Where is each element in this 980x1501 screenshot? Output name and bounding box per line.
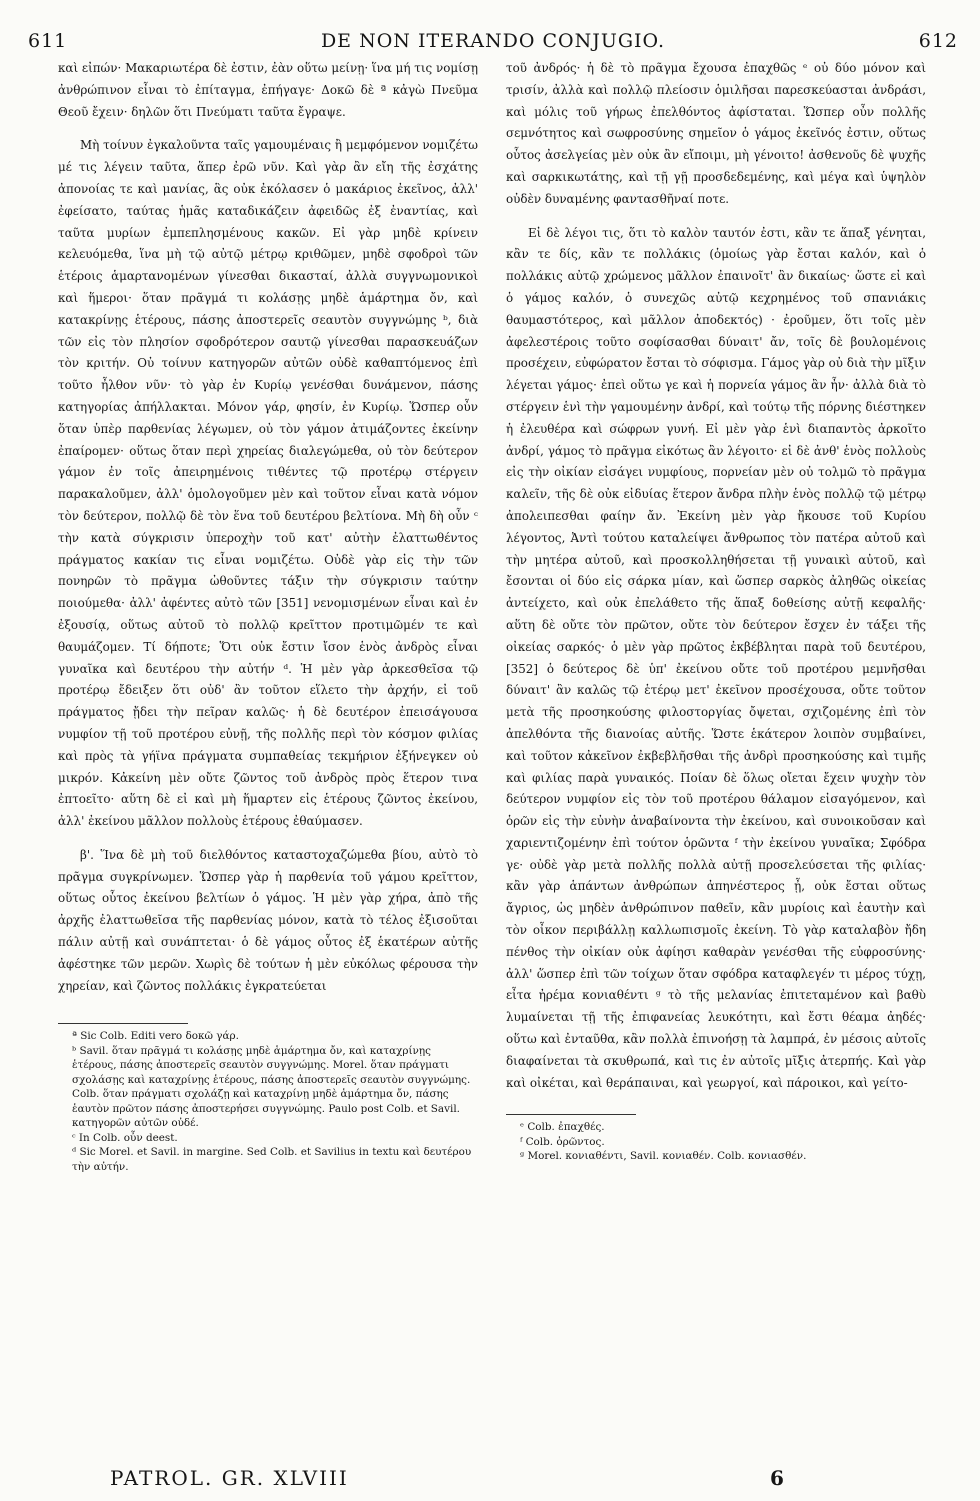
page-number-left: 611: [28, 30, 68, 52]
paragraph: Μὴ τοίνυν ἐγκαλοῦντα ταῖς γαμουμέναις ἢ μεμφόμενον νομιζέτω μέ τις λέγειν ταῦτα, ἅπερ ἐρῶ νῦν. Καὶ γὰρ ἂν εἴη τῆς ἐσχάτης ἀπονοίας τε καὶ μανίας, ἃς οὐκ ἐκόλασεν ὁ μακάριος ἐκεῖνος, ἀλλ' ἐφείσατο, ταύτας ἡμᾶς καταδικάζειν ἀφειδῶς ἐξ ἐναντίας, καὶ ταῦτα μυρίων ἐμπεπλησμένους κακῶν. Εἰ γὰρ μηδὲ κρίνειν κελευόμεθα, ἵνα μὴ τῷ αὐτῷ μέτρῳ κριθῶμεν, μηδὲ σφοδροὶ τῶν ἑτέροις ἁμαρτανομένων γίνεσθαι δικασταί, ἀλλὰ συγγνωμονικοὶ καὶ ἥμεροι· ὅταν πρᾶγμά τι κολάσῃς μηδὲ ἁμάρτημα ὄν, καὶ κατακρίνῃς ἑτέρους, πάσης ἀποστερεῖς σεαυτὸν συγγνώμης ᵇ, διὰ τῶν εἰς τὸν πλησίον σφοδρότερον σαυτῷ γίνεσθαι παρασκευάζων τὸν κριτήν. Οὐ τοίνυν κατηγορῶν αὐτῶν οὐδὲ καθαπτόμενος ἐπὶ τοῦτο ἦλθον νῦν· τὸ γὰρ ἐν Κυρίῳ γενέσθαι δυνάμενον, πάσης κατηγορίας ἀπήλλακται. Μόνον γάρ, φησίν, ἐν Κυρίῳ. Ὥσπερ οὖν ὅταν ὑπὲρ παρθενίας λέγωμεν, οὐ τὸν γάμον ἀτιμάζοντες ἐκείνην ἐπαίρομεν· οὕτως ὅταν περὶ χηρείας διαλεγώμεθα, οὐ τὸν δεύτερον γάμον ἐν τοῖς ἀπειρημένοις τιθέντες τῷ προτέρῳ στέργειν παρακαλοῦμεν, ἀλλ' ὁμολογοῦμεν μὲν καὶ τοῦτον εἶναι κατὰ νόμον τὸν δεύτερον, πολλῷ δὲ τὸν ἕνα τοῦ δευτέρου βελτίονα. Μὴ δὴ οὖν ᶜ τὴν κατὰ σύγκρισιν ὑπεροχὴν τοῦ κατ' αὐτὴν ἐλαττωθέντος πράγματος κακίαν τις εἶναι νομιζέτω. Οὐδὲ γὰρ εἰς τὴν τῶν πονηρῶν τὸ πρᾶγμα ὠθοῦντες τάξιν τὴν σύγκρισιν ταύτην ποιούμεθα· ἀλλ' ἀφέντες αὐτὸ τῶν [351] νενομισμένων εἶναι καὶ ἐν ἐξουσίᾳ, οὕτως αὐτοῦ τὸ πολλῷ κρεῖττον προτιμῶμέν τε καὶ θαυμάζομεν. Τί δήποτε; Ὅτι οὐκ ἔστιν ἴσον ἑνὸς ἀνδρὸς εἶναι γυναῖκα καὶ δευτέρου τὴν αὐτήν ᵈ. Ἡ μὲν γὰρ ἀρκεσθεῖσα τῷ προτέρῳ ἔδειξεν ὅτι οὐδ' ἂν τοῦτον εἵλετο τὴν ἀρχήν, εἰ τοῦ πράγματος ᾔδει τὴν πεῖραν καλῶς· ἡ δὲ δευτέρον ἐπεισάγουσα νυμφίον τῇ τοῦ προτέρου εὐνῇ, τῆς πολλῆς περὶ τὸν κόσμον φιλίας καὶ πρὸς τὰ γήϊνα πράγματα συμπαθείας τεκμήριον ἐξήνεγκεν οὐ μικρόν. Κἀκείνη μὲν οὔτε ζῶντος τοῦ ἀνδρὸς πρὸς ἕτερον τινα ἐπτοεῖτο· αὕτη δὲ εἰ καὶ μὴ ἥμαρτεν εἰς ἑτέρους ζῶντος ἐκείνου, ἀλλ' ἐκείνου μᾶλλον πολλοὺς ἑτέρους ἐθαύμασεν.: [58, 138, 478, 829]
paragraph: τοῦ ἀνδρός· ἡ δὲ τὸ πρᾶγμα ἔχουσα ἐπαχθῶς ᵉ οὐ δύο μόνον καὶ τρισίν, ἀλλὰ καὶ πολλῷ πλείοσιν ὁμιλῆσαι παρεσκεύασται ἀνδράσι, καὶ μόλις τοῦ γήρως ἐπελθόντος ἀφίσταται. Ὥσπερ οὖν πολλῆς σεμνότητος καὶ σωφροσύνης σημεῖον ὁ γάμος ἐκεῖνός ἐστιν, οὕτως οὗτος ἀσελγείας μὲν οὐκ ἂν εἴποιμι, μὴ γένοιτο! ἀσθενοῦς δὲ ψυχῆς καὶ σαρκικωτάτης, καὶ τῇ γῇ προσδεδεμένης, καὶ μέγα καὶ ὑψηλὸν οὐδὲν δυναμένης φαντασθῆναί ποτε.: [506, 61, 926, 206]
running-head: [28, 30, 958, 54]
footnote: ᵈ Sic Morel. et Savil. in margine. Sed Colb. et Savilius in textu καὶ δευτέρου τὴν αὐτήν.: [72, 1146, 472, 1173]
page-number-right: 612: [918, 30, 958, 52]
footnote-rule: [58, 1023, 188, 1024]
paragraph: Εἰ δὲ λέγοι τις, ὅτι τὸ καλὸν ταυτόν ἐστι, κἂν τε ἅπαξ γένηται, κἂν τε δίς, κἂν τε πολλάκις (ὁμοίως γὰρ ἔσται καλόν, καὶ ὁ πολλάκις αὐτῷ χρώμενος μᾶλλον ἐπαινοῖτ' ἂν δικαίως· ὥστε εἰ καὶ ὁ γάμος καλόν, ὁ συνεχῶς αὐτῷ κεχρημένος τοῦ σπανιάκις θαυμαστότερος, καὶ μᾶλλον ἀποδεκτός) · ἐροῦμεν, ὅτι τοῖς μὲν ἀφελεστέροις τοῦτο σοφίσασθαι δύναιτ' ἄν, τοῖς δὲ βουλομένοις προσέχειν, εὐφώρατον ἔσται τὸ σόφισμα. Γάμος γὰρ οὐ διὰ τὴν μῖξιν λέγεται γάμος· ἐπεὶ οὕτω γε καὶ ἡ πορνεία γάμος ἂν ἦν· ἀλλὰ διὰ τὸ στέργειν ἑνὶ τὴν γαμουμένην ἀνδρί, καὶ τούτῳ τῆς πόρνης διέστηκεν ἡ ἐλευθέρα καὶ σώφρων γυνή. Εἰ μὲν γὰρ ἑνὶ διαπαντὸς ἀρκοῖτο ἀνδρί, γάμος τὸ πρᾶγμα εἰκότως ἂν λέγοιτο· εἰ δὲ ἀνθ' ἑνὸς πολλοὺς εἰς τὴν οἰκίαν εἰσάγει νυμφίους, πορνείαν μὲν οὐ τολμῶ τὸ πρᾶγμα καλεῖν, τῆς δὲ οὐκ εἰδυίας ἕτερον ἄνδρα πλὴν ἑνὸς πολλῷ τῷ μέτρῳ ἀπολειπεσθαι φαίην ἄν. Ἐκείνη μὲν γὰρ ἤκουσε τοῦ Κυρίου λέγοντος, Ἀντὶ τούτου καταλείψει ἄνθρωπος τὸν πατέρα αὐτοῦ καὶ τὴν μητέρα αὐτοῦ, καὶ προσκολληθήσεται τῇ γυναικὶ αὐτοῦ, καὶ ἔσονται οἱ δύο εἰς σάρκα μίαν, καὶ ὥσπερ σαρκὸς ἀληθῶς οἰκείας ἀντείχετο, καὶ οὐκ ἐπελάθετο τῆς ἅπαξ δοθείσης αὐτῇ κεφαλῆς· αὕτη δὲ οὔτε τὸν πρῶτον, οὔτε τὸν δεύτερον ἔσχεν ἐν τάξει τῆς οἰκείας σαρκός· ὁ μὲν γὰρ πρῶτος ἐκβέβληται παρὰ τοῦ δευτέρου, [352] ὁ δεύτερος δὲ ὑπ' ἐκείνου οὔτε τοῦ προτέρου μεμνῆσθαι δύναιτ' ἂν καλῶς τῷ ἑτέρῳ μετ' ἐκεῖνον προσέχουσα, οὔτε τοῦτον μετὰ τῆς προσηκούσης φιλοστοργίας ὄψεται, σχιζομένης ἐπὶ τὸν ἀπελθόντα τῆς διανοίας αὐτῆς. Ὥστε ἑκάτερον λοιπὸν συμβαίνει, καὶ τοῦτον κἀκεῖνον ἐκβεβλῆσθαι τῆς ἀνδρὶ προσηκούσης καὶ τιμῆς καὶ φιλίας παρὰ γυναικός. Ποίαν δὲ ὅλως οἴεται ἔχειν ψυχὴν τὸν δεύτερον νυμφίον εἰς τὸν τοῦ προτέρου θάλαμον εἰσαγόμενον, καὶ ὁρῶν εἰς τὴν εὐνὴν ἀναβαίνοντα τὴν ἐκείνου, καὶ συνοικοῦσαν καὶ χαριεντιζομένην ἐπὶ τούτον ὁρῶντα ᶠ τὴν ἐκείνου γυναῖκα; Σφόδρα γε· οὐδὲ γὰρ μετὰ πολλῆς πολλὰ αὐτῇ προσελεύσεται τῆς φιλίας· κἂν γὰρ ἁπάντων ἀνθρώπων ἀπηνέστερος ᾖ, οὐκ ἔσται οὕτως ἄγριος, ὡς μηδὲν ἀνθρώπινον παθεῖν, κἂν μυρίοις καὶ ἑαυτὴν καὶ τὸν οἶκον περιβάλλῃ καλλωπισμοῖς ἐκείνη. Τὸ γὰρ καταλαβὸν ἤδη πένθος τὴν οἰκίαν οὐκ ἀφίησι καθαρὰν γενέσθαι τῆς εὐφροσύνης· ἀλλ' ὥσπερ ἐπὶ τῶν τοίχων ὅταν σφόδρα καταφλεγέν τι μέρος τύχῃ, εἶτα ἠρέμα κονιαθέντι ᵍ τὸ τῆς μελανίας ἐπιτεταμένον καὶ βαθὺ λυμαίνεται τῇ τῆς ἐπιφανείας λευκότητι, καὶ ἔστι θέαμα ἀηδές· οὕτω καὶ ἐνταῦθα, κἂν πολλὰ ἐπινοήσῃ τὰ λαμπρά, ἐν μέσοις αὐτοῖς διαφαίνεται τὰ σκυθρωπά, καὶ τις ἐν αὐτοῖς μῖξις ἀτερπής. Καὶ γὰρ καὶ οἰκέται, καὶ θεράπαιναι, καὶ γεωργοί, καὶ πάροικοι, καὶ γείτο-: [506, 225, 926, 1090]
footnote: ᵍ Morel. κονιαθέντι, Savil. κονιαθέν. Colb. κονιασθέν.: [520, 1150, 807, 1163]
footnote: ᵉ Colb. ἐπαχθές.: [520, 1121, 605, 1134]
right-column: [506, 58, 926, 1164]
left-column: [58, 58, 478, 1174]
footnote: ª Sic Colb. Editi vero δοκῶ γάρ.: [72, 1030, 239, 1043]
folio-number: 6: [770, 1466, 784, 1490]
paragraph: καὶ εἰπών· Μακαριωτέρα δὲ ἐστιν, ἐὰν οὕτω μείνῃ· ἵνα μή τις νομίσῃ ἀνθρώπινον εἶναι τὸ ἐπίταγμα, ἐπήγαγε· Δοκῶ δὲ ª κἀγὼ Πνεῦμα Θεοῦ ἔχειν· δηλῶν ὅτι Πνεύματι ταῦτα ἔγραψε.: [58, 61, 478, 119]
footnote: ᵇ Savil. ὅταν πρᾶγμά τι κολάσῃς μηδὲ ἁμάρτημα ὄν, καὶ καταχρίνῃς ἑτέρους, πάσης ἀποστερεῖς σεαυτὸν συγγνώμης. Morel. ὅταν πράγματι σχολάσῃς καὶ καταχρίνῃς ἑτέρους, πάσης ἀποστερεῖς σεαυτὸν συγγνώμης. Colb. ὅταν πράγματι σχολάζῃ καὶ καταχρίνῃ μηδὲ ἁμάρτημα ὄν, πάσης ἑαυτὸν πρῶτον πάσης ἀποστερήσει συγγνώμης. Paulo post Colb. et Savil. κατηγορῶν αὐτῶν οὐδέ.: [72, 1044, 471, 1130]
footnote-rule: [506, 1114, 636, 1115]
paragraph: β'. Ἵνα δὲ μὴ τοῦ διελθόντος καταστοχαζώμεθα βίου, αὐτὸ τὸ πρᾶγμα συγκρίνωμεν. Ὥσπερ γὰρ ἡ παρθενία τοῦ γάμου κρεῖττον, οὕτως οὗτος ἐκείνου βελτίων ὁ γάμος. Ἡ μὲν γὰρ χήρα, ἀπὸ τῆς ἀρχῆς ἐλαττωθεῖσα τῆς παρθενίας μόνον, κατὰ τὸ τέλος ἐξισοῦται πάλιν αὐτῇ καὶ συνάπτεται· ὁ δὲ γάμος οὗτος ἐξ ἑκατέρων αὐτῆς ἀφέστηκε τῶν μερῶν. Χωρὶς δὲ τούτων ἡ μὲν εὐκόλως φέρουσα τὴν χηρείαν, καὶ ζῶντος πολλάκις ἐγκρατεύεται: [58, 847, 478, 993]
running-title: DE NON ITERANDO CONJUGIO.: [320, 30, 666, 52]
footnote: ᶠ Colb. ὁρῶντος.: [520, 1135, 605, 1148]
signature-mark: PATROL. GR. XLVIII: [110, 1466, 349, 1490]
footnote: ᶜ In Colb. οὖν deest.: [72, 1131, 178, 1144]
